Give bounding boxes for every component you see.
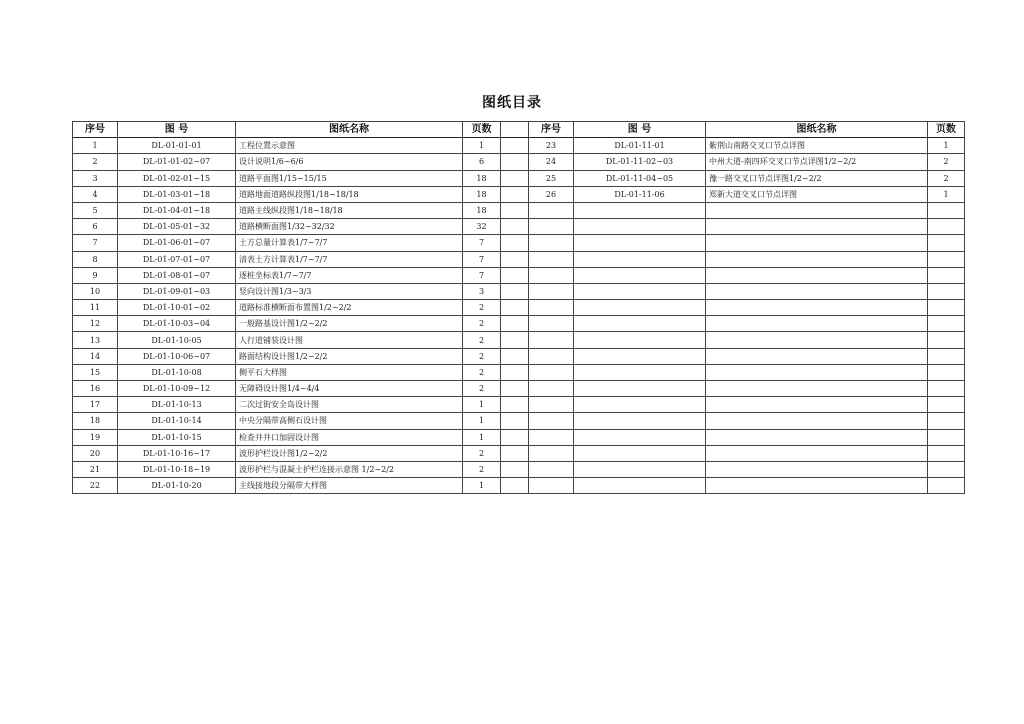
page-count: [928, 316, 965, 332]
row-number: 9: [73, 267, 118, 283]
row-number: 19: [73, 429, 118, 445]
drawing-code: DL-01-01-01: [118, 138, 236, 154]
row-number: 3: [73, 170, 118, 186]
page-count: [928, 461, 965, 477]
drawing-name: 道路地面道路纵段图1/18~18/18: [236, 186, 463, 202]
drawing-code: [574, 381, 706, 397]
row-number: 1: [73, 138, 118, 154]
row-number: [529, 413, 574, 429]
drawing-code: [574, 267, 706, 283]
column-gap: [501, 478, 529, 494]
drawing-code: [574, 300, 706, 316]
row-number: 10: [73, 283, 118, 299]
drawing-code: DL-01-10-05: [118, 332, 236, 348]
page-count: 2: [463, 300, 501, 316]
page-count: 1: [463, 138, 501, 154]
row-number: 18: [73, 413, 118, 429]
drawing-code: DL-01-10-09~12: [118, 381, 236, 397]
header-name: 图纸名称: [236, 122, 463, 138]
table-row: [73, 170, 965, 186]
table-row: [73, 235, 965, 251]
drawing-code: [574, 219, 706, 235]
table-row: [73, 364, 965, 380]
drawing-name: [706, 332, 928, 348]
row-number: [529, 267, 574, 283]
page-count: [928, 202, 965, 218]
row-number: 15: [73, 364, 118, 380]
page-count: 18: [463, 170, 501, 186]
row-number: [529, 332, 574, 348]
row-number: 24: [529, 154, 574, 170]
page-count: [928, 267, 965, 283]
drawing-name: [706, 413, 928, 429]
drawing-code: DL-01-10-13: [118, 397, 236, 413]
drawing-name: 波形护栏与混凝土护栏连接示意图 1/2~2/2: [236, 461, 463, 477]
column-gap: [501, 445, 529, 461]
column-gap: [501, 332, 529, 348]
column-gap: [501, 138, 529, 154]
page-count: 32: [463, 219, 501, 235]
row-number: [529, 235, 574, 251]
drawing-name: [706, 478, 928, 494]
drawing-name: 中州大道-南四环交叉口节点详图1/2~2/2: [706, 154, 928, 170]
drawing-name: 波形护栏设计图1/2~2/2: [236, 445, 463, 461]
drawing-code: [574, 478, 706, 494]
page-count: 2: [928, 154, 965, 170]
drawing-name: [706, 283, 928, 299]
drawing-code: [574, 364, 706, 380]
column-gap: [501, 348, 529, 364]
page-count: 7: [463, 235, 501, 251]
row-number: [529, 445, 574, 461]
row-number: [529, 381, 574, 397]
drawing-name: 道路平面图1/15~15/15: [236, 170, 463, 186]
table-row: [73, 283, 965, 299]
drawing-name: [706, 316, 928, 332]
drawing-code: DL-01-06-01~07: [118, 235, 236, 251]
page-count: 1: [463, 429, 501, 445]
drawing-code: DL-01-07-01~07: [118, 251, 236, 267]
row-number: 23: [529, 138, 574, 154]
page-count: 2: [463, 461, 501, 477]
header-pages: 页数: [928, 122, 965, 138]
table-row: [73, 397, 965, 413]
page-count: [928, 478, 965, 494]
drawing-name: [706, 445, 928, 461]
page-count: [928, 397, 965, 413]
drawing-code: DL-01-02-01~15: [118, 170, 236, 186]
page-count: 2: [463, 316, 501, 332]
page-count: [928, 413, 965, 429]
column-gap: [501, 316, 529, 332]
row-number: 26: [529, 186, 574, 202]
drawing-name: [706, 300, 928, 316]
page-count: 3: [463, 283, 501, 299]
drawing-code: DL-01-10-03~04: [118, 316, 236, 332]
drawing-code: DL-01-10-20: [118, 478, 236, 494]
page-count: [928, 332, 965, 348]
table-row: [73, 381, 965, 397]
page-count: [928, 364, 965, 380]
drawing-name: [706, 381, 928, 397]
table-row: [73, 332, 965, 348]
column-gap: [501, 300, 529, 316]
drawing-name: 郑新大道交叉口节点详图: [706, 186, 928, 202]
drawing-name: 工程位置示意图: [236, 138, 463, 154]
drawing-code: DL-01-10-18~19: [118, 461, 236, 477]
drawing-code: DL-01-09-01~03: [118, 283, 236, 299]
row-number: 6: [73, 219, 118, 235]
drawing-name: [706, 461, 928, 477]
drawing-code: [574, 332, 706, 348]
column-gap: [501, 186, 529, 202]
drawing-code: DL-01-11-06: [574, 186, 706, 202]
table-row: [73, 138, 965, 154]
column-gap: [501, 429, 529, 445]
drawing-name: [706, 202, 928, 218]
table-row: [73, 300, 965, 316]
header-no: 序号: [73, 122, 118, 138]
drawing-name: 清表土方计算表1/7~7/7: [236, 251, 463, 267]
drawing-name: 设计说明1/6~6/6: [236, 154, 463, 170]
table-row: [73, 202, 965, 218]
drawing-code: [574, 429, 706, 445]
table-row: [73, 478, 965, 494]
drawing-code: [574, 397, 706, 413]
drawing-code: DL-01-10-15: [118, 429, 236, 445]
drawing-code: DL-01-04-01~18: [118, 202, 236, 218]
drawing-code: DL-01-03-01~18: [118, 186, 236, 202]
row-number: 14: [73, 348, 118, 364]
column-gap: [501, 461, 529, 477]
table-row: [73, 445, 965, 461]
table-row: [73, 186, 965, 202]
drawing-name: 紫荆山南路交叉口节点详图: [706, 138, 928, 154]
table-row: [73, 348, 965, 364]
page-count: [928, 429, 965, 445]
drawing-code: DL-01-10-06~07: [118, 348, 236, 364]
row-number: 25: [529, 170, 574, 186]
column-gap: [501, 397, 529, 413]
row-number: [529, 364, 574, 380]
row-number: 11: [73, 300, 118, 316]
page-count: 2: [463, 332, 501, 348]
page-count: [928, 381, 965, 397]
page-count: [928, 235, 965, 251]
page-count: 2: [463, 381, 501, 397]
row-number: 12: [73, 316, 118, 332]
drawing-name: 检查井井口加固设计图: [236, 429, 463, 445]
page-count: 2: [928, 170, 965, 186]
drawing-code: DL-01-11-04~05: [574, 170, 706, 186]
drawing-code: DL-01-11-01: [574, 138, 706, 154]
column-gap: [501, 283, 529, 299]
drawing-name: [706, 251, 928, 267]
drawing-name: 道路横断面图1/32~32/32: [236, 219, 463, 235]
drawing-name: 道路标准横断面布置图1/2~2/2: [236, 300, 463, 316]
page-count: [928, 445, 965, 461]
drawing-code: [574, 445, 706, 461]
row-number: 2: [73, 154, 118, 170]
drawing-name: 道路主线纵段图1/18~18/18: [236, 202, 463, 218]
page-count: 2: [463, 348, 501, 364]
drawing-code: [574, 251, 706, 267]
row-number: 21: [73, 461, 118, 477]
drawing-code: DL-01-11-02~03: [574, 154, 706, 170]
row-number: [529, 316, 574, 332]
page-count: 6: [463, 154, 501, 170]
row-number: 4: [73, 186, 118, 202]
drawing-code: [574, 202, 706, 218]
drawing-code: [574, 348, 706, 364]
drawing-code: [574, 235, 706, 251]
page-count: 1: [928, 186, 965, 202]
drawing-name: [706, 429, 928, 445]
page-count: [928, 251, 965, 267]
row-number: 7: [73, 235, 118, 251]
header-pages: 页数: [463, 122, 501, 138]
header-code: 图 号: [118, 122, 236, 138]
drawing-name: 二次过街安全岛设计图: [236, 397, 463, 413]
page-count: 2: [463, 445, 501, 461]
page-count: 1: [463, 397, 501, 413]
table-row: [73, 316, 965, 332]
row-number: [529, 397, 574, 413]
drawing-name: 无障碍设计图1/4~4/4: [236, 381, 463, 397]
page-count: [928, 300, 965, 316]
drawing-name: 豫一路交叉口节点详图1/2~2/2: [706, 170, 928, 186]
drawing-name: 土方总量计算表1/7~7/7: [236, 235, 463, 251]
drawing-name: [706, 397, 928, 413]
drawing-code: DL-01-10-08: [118, 364, 236, 380]
row-number: [529, 348, 574, 364]
drawing-code: DL-01-10-14: [118, 413, 236, 429]
drawing-code: [574, 283, 706, 299]
drawing-name: [706, 235, 928, 251]
table-row: [73, 461, 965, 477]
column-gap: [501, 170, 529, 186]
header-no: 序号: [529, 122, 574, 138]
page-count: [928, 348, 965, 364]
row-number: 20: [73, 445, 118, 461]
drawing-name: 中央分隔带高侧石设计图: [236, 413, 463, 429]
column-gap: [501, 267, 529, 283]
page-count: [928, 283, 965, 299]
row-number: [529, 429, 574, 445]
row-number: 22: [73, 478, 118, 494]
row-number: [529, 461, 574, 477]
header-code: 图 号: [574, 122, 706, 138]
drawing-name: 逐桩坐标表1/7~7/7: [236, 267, 463, 283]
row-number: [529, 219, 574, 235]
drawing-code: DL-01-08-01~07: [118, 267, 236, 283]
column-gap: [501, 364, 529, 380]
column-gap: [501, 413, 529, 429]
table-row: [73, 219, 965, 235]
page-count: 1: [463, 478, 501, 494]
drawing-code: DL-01-01-02~07: [118, 154, 236, 170]
page-count: 18: [463, 186, 501, 202]
header-name: 图纸名称: [706, 122, 928, 138]
column-gap: [501, 202, 529, 218]
row-number: 16: [73, 381, 118, 397]
drawing-name: [706, 348, 928, 364]
header-row: [73, 122, 965, 138]
row-number: 5: [73, 202, 118, 218]
drawing-name: 侧平石大样图: [236, 364, 463, 380]
table-row: [73, 154, 965, 170]
drawing-name: [706, 267, 928, 283]
column-gap: [501, 154, 529, 170]
column-gap: [501, 219, 529, 235]
drawing-name: 主线接地段分隔带大样图: [236, 478, 463, 494]
table-row: [73, 413, 965, 429]
page-count: [928, 219, 965, 235]
row-number: 8: [73, 251, 118, 267]
column-gap: [501, 381, 529, 397]
page-count: 1: [463, 413, 501, 429]
column-gap: [501, 122, 529, 138]
row-number: [529, 300, 574, 316]
row-number: 13: [73, 332, 118, 348]
drawing-index-table: [72, 121, 965, 494]
page-count: 1: [928, 138, 965, 154]
page-title: 图纸目录: [482, 95, 542, 111]
row-number: [529, 202, 574, 218]
row-number: 17: [73, 397, 118, 413]
row-number: [529, 478, 574, 494]
page-count: 18: [463, 202, 501, 218]
table-row: [73, 429, 965, 445]
drawing-name: 路面结构设计图1/2~2/2: [236, 348, 463, 364]
row-number: [529, 283, 574, 299]
drawing-code: DL-01-10-16~17: [118, 445, 236, 461]
drawing-code: [574, 461, 706, 477]
drawing-code: [574, 316, 706, 332]
drawing-code: [574, 413, 706, 429]
drawing-name: 一般路基设计图1/2~2/2: [236, 316, 463, 332]
column-gap: [501, 235, 529, 251]
table-row: [73, 251, 965, 267]
drawing-code: DL-01-05-01~32: [118, 219, 236, 235]
drawing-name: [706, 219, 928, 235]
row-number: [529, 251, 574, 267]
drawing-name: 人行道铺装设计图: [236, 332, 463, 348]
column-gap: [501, 251, 529, 267]
table-row: [73, 267, 965, 283]
page-count: 7: [463, 267, 501, 283]
drawing-name: [706, 364, 928, 380]
page-count: 2: [463, 364, 501, 380]
drawing-code: DL-01-10-01~02: [118, 300, 236, 316]
page-count: 7: [463, 251, 501, 267]
drawing-name: 竖向设计图1/3~3/3: [236, 283, 463, 299]
